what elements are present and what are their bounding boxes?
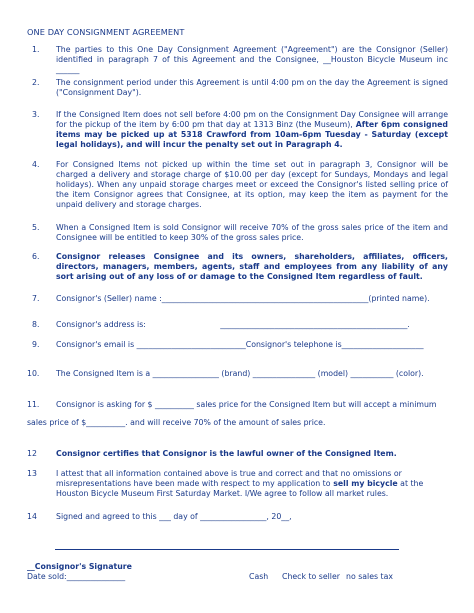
clause-text (56, 110, 448, 150)
clause-1 (27, 45, 448, 75)
contact-field[interactable]: Consignor's email is ____________________________Consignor's telephone is_____________________ (56, 340, 424, 349)
clause-number: 8. (32, 320, 40, 329)
clause-number: 12 (27, 449, 37, 458)
clause-text: The consignment period under this Agreement is until 4:00 pm on the day the Agreement is signed ("Consignment Day"). (56, 78, 448, 97)
seller-name-field[interactable]: Consignor's (Seller) name :_____________________________________________________(printed name). (56, 294, 430, 303)
clause-14-signed (27, 512, 448, 522)
clause-text-regular: If the Consigned Item does not sell before 4:00 pm on the Consignment Day Consignee will arrange for the pickup of the item by 6:00 pm that day at 1313 Binz (the Museum), (56, 110, 448, 129)
clause-number: 1. (32, 45, 40, 54)
clause-number: 5. (32, 223, 40, 232)
clause-text-bold: Consignor releases Consignee and its owners, shareholders, affiliates, officers, directors, managers, members, agents, staff and employees from any liability of any sort arising out of any loss of or damage to the Consigned Item regardless of fault. (56, 252, 448, 281)
document-title: ONE DAY CONSIGNMENT AGREEMENT (27, 27, 185, 37)
clause-number: 7. (32, 294, 40, 303)
clause-4 (27, 160, 448, 210)
clause-8-address (27, 320, 448, 330)
clause-5 (27, 223, 448, 243)
clause-number: 9. (32, 340, 40, 349)
clause-text-bold: sell my bicycle (330, 479, 398, 488)
payment-option-no-sales-tax: no sales tax (346, 572, 393, 581)
clause-7-seller-name (27, 294, 448, 304)
clause-number: 14 (27, 512, 37, 521)
signature-block (27, 562, 132, 582)
clause-number: 4. (32, 160, 40, 169)
clause-9-contact (27, 340, 448, 350)
clause-number: 2. (32, 78, 40, 87)
clause-2 (27, 78, 448, 98)
clause-text-bold: Consignor certifies that Consignor is the lawful owner of the Consigned Item. (56, 449, 397, 458)
signature-label: __Consignor's Signature (27, 562, 132, 571)
clause-number: 3. (32, 110, 40, 119)
clause-number: 10. (27, 369, 40, 378)
clause-number: 6. (32, 252, 40, 261)
payment-option-check: Check to seller (282, 572, 340, 581)
clause-text-regular: at the Houston Bicycle Museum First Saturday Market. I/We agree to follow all market rules. (56, 479, 424, 498)
clause-text: For Consigned Items not picked up within the time set out in paragraph 3, Consignor will be charged a delivery and storage charge of $10.00 per day (except for Sundays, Mondays and legal holidays). When any unpaid storage charges meet or exceed the Consignor's listed selling price of the item Consignor agrees that Consignee, at its option, may keep the item as payment for the unpaid delivery and storage charges. (56, 160, 448, 209)
clause-10-item (27, 369, 448, 379)
clause-12 (27, 449, 448, 459)
payment-option-cash: Cash (249, 572, 269, 581)
clause-6 (27, 252, 448, 282)
clause-11-price (27, 400, 448, 428)
date-sold-field[interactable]: Date sold:_______________ (27, 572, 126, 581)
clause-3 (27, 110, 448, 150)
clause-text-bold: After 6pm consigned items may be picked up at 5318 Crawford from 10am-6pm Tuesday - Saturday (except legal holidays), and will incur the penalty set out in Paragraph 4. (56, 120, 448, 149)
clause-text: When a Consigned Item is sold Consignor will receive 70% of the gross sales price of the item and Consignee will be entitled to keep 30% of the gross sales price. (56, 223, 448, 242)
asking-price-field[interactable]: Consignor is asking for $ __________ sales price for the Consigned Item but will accept a minimum (56, 400, 437, 409)
item-description-field[interactable]: The Consigned Item is a _________________ (brand) ________________ (model) ___________ (color). (56, 369, 424, 378)
clause-number: 11. (27, 400, 40, 409)
clause-text (56, 469, 448, 499)
signed-date-field[interactable]: Signed and agreed to this ___ day of _________________, 20__, (56, 512, 292, 521)
clause-text: The parties to this One Day Consignment Agreement ("Agreement") are the Consignor (Seller) identified in paragraph 7 of this Agreement and the Consignee, __Houston Bicycle Museum inc ______ (56, 45, 448, 74)
clause-number: 13 (27, 469, 37, 478)
clause-13 (27, 469, 448, 499)
clause-text-regular: I attest that all information contained above is true and correct and that no omissions or misrepresentations have been made with respect to my application to (56, 469, 402, 488)
signature-line[interactable] (55, 549, 399, 550)
address-field[interactable]: Consignor's address is: ________________________________________________. (56, 320, 410, 329)
minimum-price-field[interactable]: sales price of $__________. and will receive 70% of the amount of sales price. (27, 418, 326, 427)
